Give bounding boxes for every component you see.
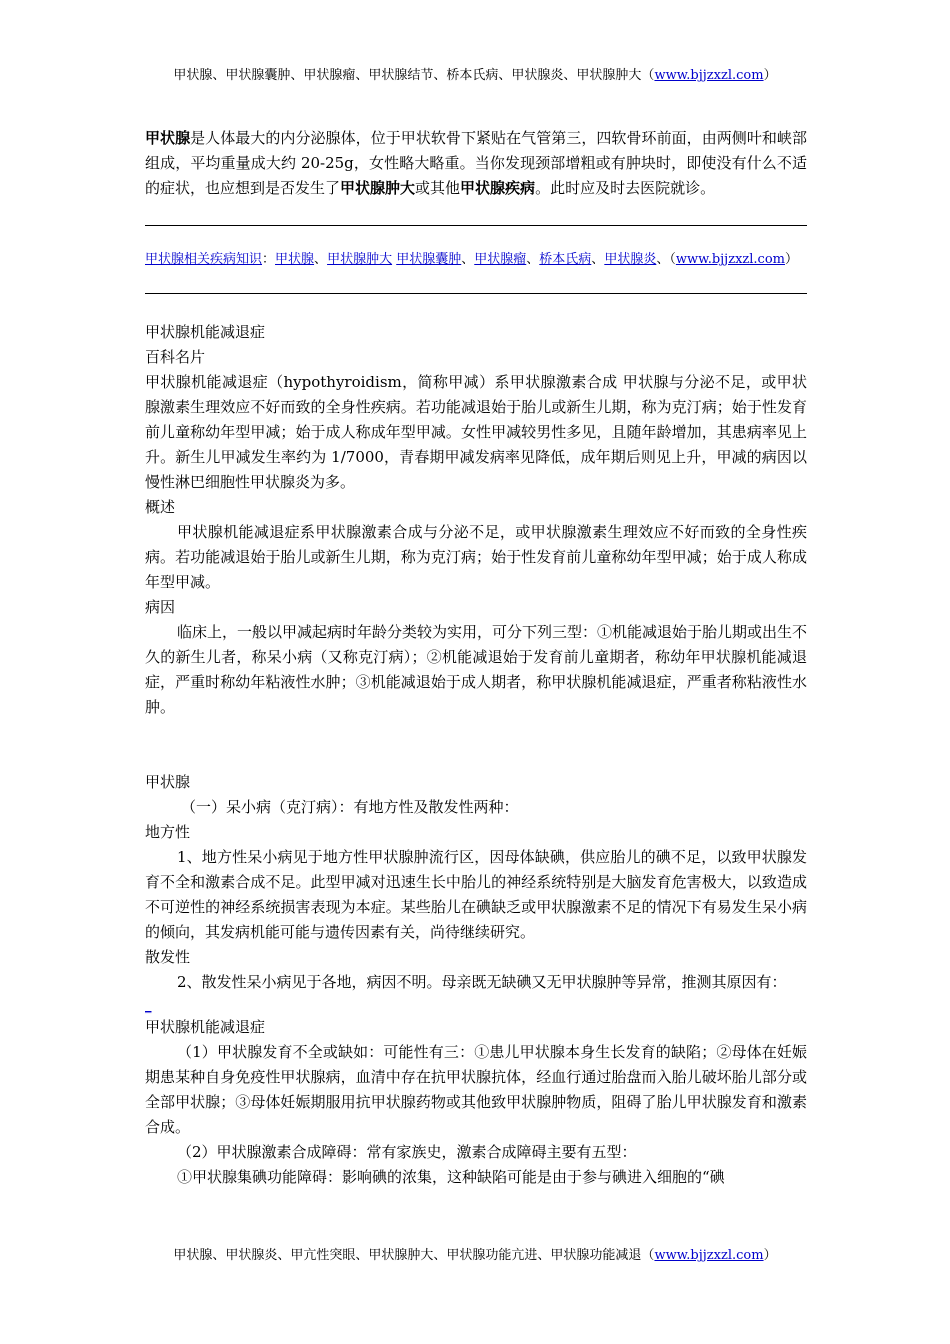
paragraph-endemic: 1、地方性呆小病见于地方性甲状腺肿流行区，因母体缺碘，供应胎儿的碘不足，以致甲状腺发育不全和激素合成不足。此型甲减对迅速生长中胎儿的神经系统特别是大脑发育危害极大，以致造成不可逆性的神经系统损害表现为本症。某些胎儿在碘缺乏或甲状腺激素不足的情况下有易发生呆小病的倾向，其发病机能可能与遗传因素有关，尚待继续研究。 bbox=[145, 848, 807, 941]
links-sep: 、 bbox=[656, 252, 670, 267]
section-cause: 病因 bbox=[145, 598, 176, 616]
links-open: （ bbox=[669, 252, 676, 267]
page-footer bbox=[0, 1247, 950, 1265]
header-text: 甲状腺、甲状腺囊肿、甲状腺瘤、甲状腺结节、桥本氏病、甲状腺炎、甲状腺肿大（ bbox=[173, 68, 655, 83]
paragraph-iodine: ①甲状腺集碘功能障碍：影响碘的浓集，这种缺陷可能是由于参与碘进入细胞的“碘 bbox=[177, 1168, 725, 1186]
links-url-link[interactable]: www.bjjzxzl.com bbox=[675, 252, 785, 267]
paragraph-overview: 甲状腺机能减退症系甲状腺激素合成与分泌不足，或甲状腺激素生理效应不好而致的全身性疾病。若功能减退始于胎儿或新生儿期，称为克汀病；始于性发育前儿童称幼年型甲减；始于成人称成年型甲减。 bbox=[145, 523, 807, 591]
link-goiter[interactable]: 甲状腺肿大 bbox=[327, 252, 393, 267]
link-thyroiditis[interactable]: 甲状腺炎 bbox=[604, 252, 657, 267]
intro-paragraph bbox=[145, 126, 807, 201]
intro-text-2: 或其他 bbox=[415, 179, 461, 197]
links-sep: 、 bbox=[314, 252, 328, 267]
article-title: 甲状腺机能减退症 bbox=[145, 323, 266, 341]
section-sporadic: 散发性 bbox=[145, 948, 191, 966]
related-label-link[interactable]: 甲状腺相关疾病知识 bbox=[145, 252, 263, 267]
section-baike: 百科名片 bbox=[145, 348, 206, 366]
intro-text-1: 是人体最大的内分泌腺体，位于甲状软骨下紧贴在气管第三，四软骨环前面，由两侧叶和峡部组成，平均重量成大约 20-25g，女性略大略重。当你发现颈部增粗或有肿块时，即使没有什么不适的症状，也应想到是否发生了 bbox=[145, 129, 807, 197]
subtitle-hypothyroidism: 甲状腺机能减退症 bbox=[145, 1018, 266, 1036]
paragraph-cretinism: （一）呆小病（克汀病）：有地方性及散发性两种： bbox=[181, 798, 519, 816]
page-header bbox=[0, 67, 950, 85]
section-thyroid: 甲状腺 bbox=[145, 773, 191, 791]
divider-bottom bbox=[145, 293, 807, 294]
link-cyst[interactable]: 甲状腺囊肿 bbox=[396, 252, 462, 267]
paragraph-dysgenesis: （1）甲状腺发育不全或缺如：可能性有三：①患儿甲状腺本身生长发育的缺陷；②母体在妊娠期患某种自身免疫性甲状腺病，血清中存在抗甲状腺抗体，经血行通过胎盘而入胎儿破坏胎儿部分或全部甲状腺；③母体妊娠期服用抗甲状腺药物或其他致甲状腺肿物质，阻碍了胎儿甲状腺发育和激素合成。 bbox=[145, 1043, 807, 1136]
links-sep: 、 bbox=[526, 252, 540, 267]
links-colon: ： bbox=[262, 252, 276, 267]
link-hashimoto[interactable]: 桥本氏病 bbox=[539, 252, 592, 267]
links-sep: 、 bbox=[461, 252, 475, 267]
paragraph-sporadic: 2、散发性呆小病见于各地，病因不明。母亲既无缺碘又无甲状腺肿等异常，推测其原因有： bbox=[177, 973, 787, 991]
footer-url-link[interactable]: www.bjjzxzl.com bbox=[654, 1248, 764, 1263]
related-links-bar bbox=[145, 250, 807, 270]
paragraph-definition: 甲状腺机能减退症（hypothyroidism，简称甲减）系甲状腺激素合成 甲状腺与分泌不足，或甲状腺激素生理效应不好而致的全身性疾病。若功能减退始于胎儿或新生儿期，称为克汀病；始于性发育前儿童称幼年型甲减；始于成人称成年型甲减。女性甲减较男性多见，且随年龄增加，其患病率见上升。新生儿甲减发生率约为 1/7000，青春期甲减发病率见降低，成年期后则见上升，甲减的病因以慢性淋巴细胞性甲状腺炎为多。 bbox=[145, 373, 807, 491]
anchor-link[interactable]: _ bbox=[145, 999, 152, 1014]
link-adenoma[interactable]: 甲状腺瘤 bbox=[474, 252, 527, 267]
footer-text: 甲状腺、甲状腺炎、甲亢性突眼、甲状腺肿大、甲状腺功能亢进、甲状腺功能减退（ bbox=[173, 1248, 655, 1263]
section-endemic: 地方性 bbox=[145, 823, 191, 841]
article-body bbox=[145, 320, 807, 1190]
links-close: ） bbox=[784, 252, 798, 267]
header-close: ） bbox=[763, 68, 777, 83]
link-thyroid[interactable]: 甲状腺 bbox=[275, 252, 315, 267]
footer-close: ） bbox=[763, 1248, 777, 1263]
spacer bbox=[145, 720, 807, 770]
links-sep: 、 bbox=[591, 252, 605, 267]
intro-term-thyroid: 甲状腺 bbox=[145, 129, 191, 147]
intro-term-disease: 甲状腺疾病 bbox=[460, 179, 536, 197]
divider-top bbox=[145, 225, 807, 226]
header-url-link[interactable]: www.bjjzxzl.com bbox=[654, 68, 764, 83]
section-overview: 概述 bbox=[145, 498, 176, 516]
intro-term-goiter: 甲状腺肿大 bbox=[340, 179, 416, 197]
paragraph-synthesis: （2）甲状腺激素合成障碍：常有家族史，激素合成障碍主要有五型： bbox=[177, 1143, 637, 1161]
intro-text-3: 。此时应及时去医院就诊。 bbox=[535, 179, 716, 197]
paragraph-cause: 临床上，一般以甲减起病时年龄分类较为实用，可分下列三型：①机能减退始于胎儿期或出生不久的新生儿者，称呆小病（又称克汀病）；②机能减退始于发育前儿童期者，称幼年甲状腺机能减退症，严重时称幼年粘液性水肿；③机能减退始于成人期者，称甲状腺机能减退症，严重者称粘液性水肿。 bbox=[145, 623, 808, 716]
